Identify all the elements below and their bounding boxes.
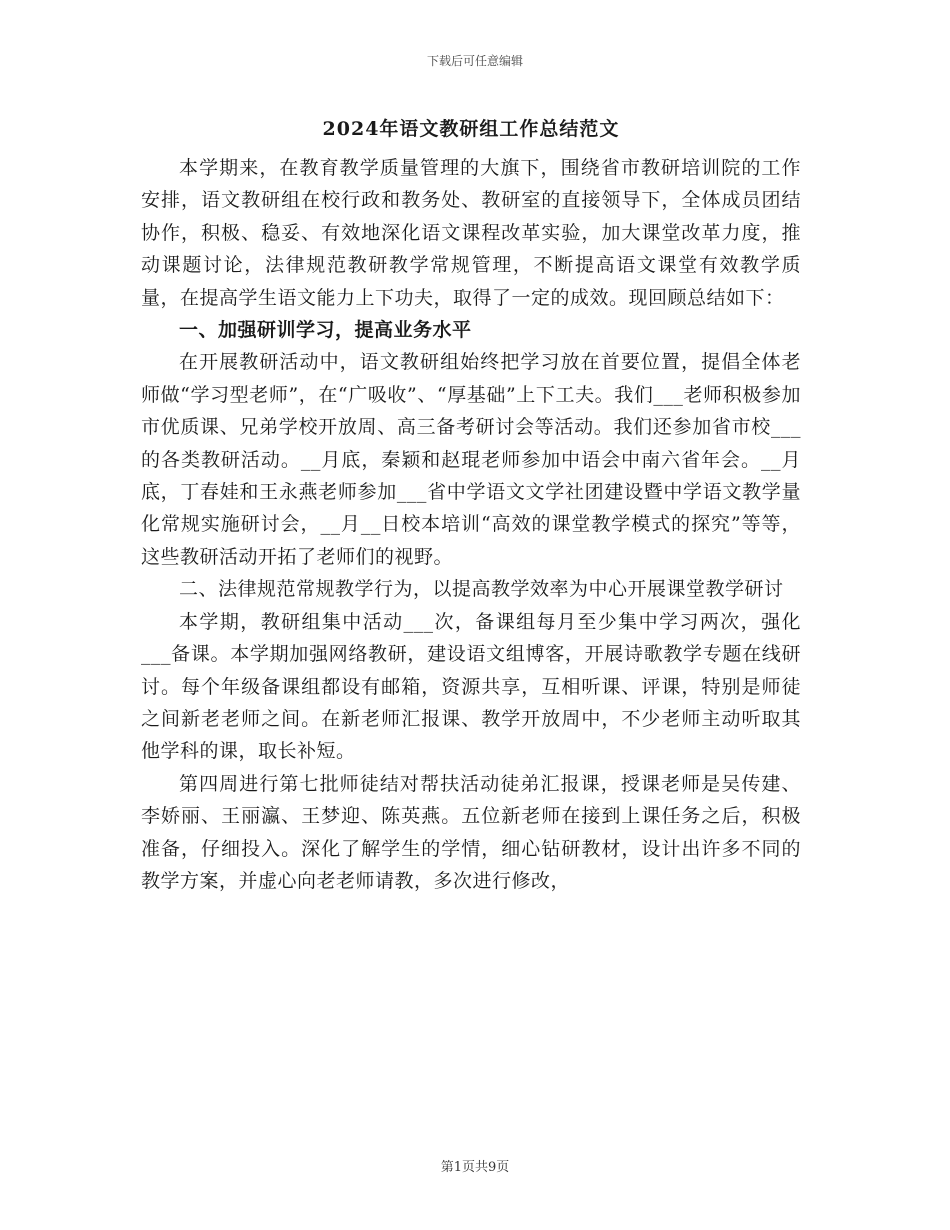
section-1-paragraph: 在开展教研活动中，语文教研组始终把学习放在首要位置，提倡全体老师做“学习型老师”，在“广吸收”、“厚基础”上下工夫。我们___老师积极参加市优质课、兄弟学校开放周、高三备考研讨会等活动。我们还参加省市校___的各类教研活动。__月底，秦颖和赵琨老师参加中语会中南六省年会。__月底，丁春娃和王永燕老师参加___省中学语文文学社团建设暨中学语文教学量化常规实施研讨会，__月__日校本培训“高效的课堂教学模式的探究”等等，这些教研活动开拓了老师们的视野。: [141, 351, 801, 568]
intro-paragraph: 本学期来，在教育教学质量管理的大旗下，围绕省市教研培训院的工作安排，语文教研组在校行政和教务处、教研室的直接领导下，全体成员团结协作，积极、稳妥、有效地深化语文课程改革实验，加大课堂改革力度，推动课题讨论，法律规范教研教学常规管理，不断提高语文课堂有效教学质量，在提高学生语文能力上下功夫，取得了一定的成效。现回顾总结如下：: [141, 157, 801, 309]
section-heading-2: 二、法律规范常规教学行为，以提高教学效率为中心开展课堂教学研讨: [179, 578, 784, 601]
section-2-paragraph-1: 本学期，教研组集中活动___次，备课组每月至少集中学习两次，强化___备课。本学期加强网络教研，建设语文组博客，开展诗歌教学专题在线研讨。每个年级备课组都设有邮箱，资源共享，互相听课、评课，特别是师徒之间新老老师之间。在新老师汇报课、教学开放周中，不少老师主动听取其他学科的课，取长补短。: [141, 610, 801, 763]
page-number: 第1页共9页: [440, 1160, 510, 1175]
section-heading-1: 一、加强研训学习，提高业务水平: [179, 319, 472, 342]
page-header-note: 下载后可任意编辑: [426, 54, 523, 68]
section-2-paragraph-2: 第四周进行第七批师徒结对帮扶活动徒弟汇报课，授课老师是吴传建、李娇丽、王丽瀛、王梦迎、陈英燕。五位新老师在接到上课任务之后，积极准备，仔细投入。深化了解学生的学情，细心钻研教材，设计出许多不同的教学方案，并虚心向老老师请教，多次进行修改，: [141, 772, 801, 892]
document-body: [141, 112, 801, 897]
document-title: 2024年语文教研组工作总结范文: [322, 118, 620, 140]
